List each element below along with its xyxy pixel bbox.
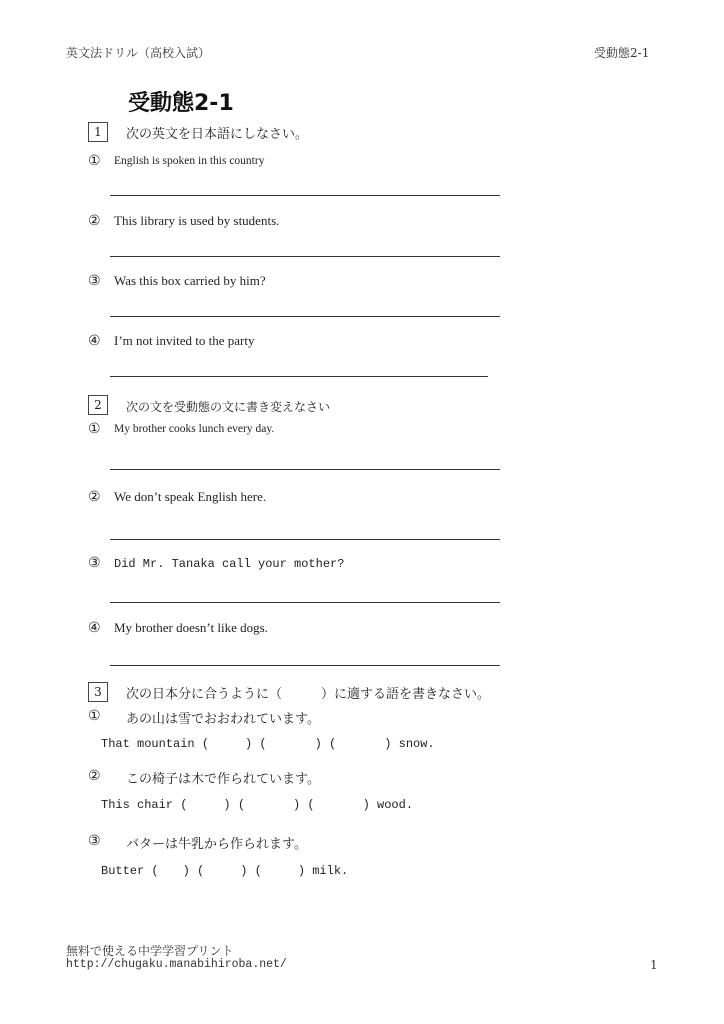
s1-q3-mark: ③ bbox=[88, 273, 101, 289]
s2-q4-answer-line[interactable] bbox=[110, 665, 500, 666]
s1-q4-answer-line[interactable] bbox=[110, 376, 488, 377]
s2-q3-mark: ③ bbox=[88, 555, 101, 571]
footer-site-name: 無料で使える中学学習プリント bbox=[66, 944, 234, 958]
section-2-number: 2 bbox=[88, 395, 108, 415]
header-left: 英文法ドリル（高校入試） bbox=[66, 46, 211, 60]
s2-q2-answer-line[interactable] bbox=[110, 539, 500, 540]
s3-q3-mark: ③ bbox=[88, 833, 101, 849]
s3-q2-mark: ② bbox=[88, 768, 101, 784]
section-3-number: 3 bbox=[88, 682, 108, 702]
section-1-number: 1 bbox=[88, 122, 108, 142]
s3-q3-japanese: バターは牛乳から作られます。 bbox=[126, 837, 307, 852]
s1-q3-answer-line[interactable] bbox=[110, 316, 500, 317]
s2-q3-text: Did Mr. Tanaka call your mother? bbox=[114, 557, 345, 571]
s2-q4-mark: ④ bbox=[88, 620, 101, 636]
s3-q1-english: That mountain ( ) ( ) ( ) snow. bbox=[101, 737, 435, 751]
s1-q2-text: This library is used by students. bbox=[114, 213, 280, 228]
s3-q1-japanese: あの山は雪でおおわれています。 bbox=[126, 712, 320, 727]
header-right: 受動態2-1 bbox=[594, 46, 650, 60]
s2-q3-answer-line[interactable] bbox=[110, 602, 500, 603]
s1-q3-text: Was this box carried by him? bbox=[114, 273, 266, 288]
s2-q2-text: We don’t speak English here. bbox=[114, 489, 267, 504]
s1-q1-mark: ① bbox=[88, 153, 101, 169]
s3-q3-english: Butter ( ) ( ) ( ) milk. bbox=[101, 864, 349, 878]
s1-q4-text: I’m not invited to the party bbox=[114, 333, 255, 348]
section-1-instruction: 次の英文を日本語にしなさい。 bbox=[126, 127, 309, 142]
s2-q1-answer-line[interactable] bbox=[110, 469, 500, 470]
s1-q1-text: English is spoken in this country bbox=[114, 155, 265, 167]
s2-q1-text: My brother cooks lunch every day. bbox=[114, 423, 275, 435]
s3-q2-english: This chair ( ) ( ) ( ) wood. bbox=[101, 798, 414, 812]
section-2-instruction: 次の文を受動態の文に書き変えなさい bbox=[126, 400, 331, 414]
s2-q4-text: My brother doesn’t like dogs. bbox=[114, 620, 268, 635]
page-number: 1 bbox=[650, 958, 658, 972]
s3-q1-mark: ① bbox=[88, 708, 101, 724]
s2-q2-mark: ② bbox=[88, 489, 101, 505]
section-3-instruction: 次の日本分に合うように（ ）に適する語を書きなさい。 bbox=[126, 687, 491, 702]
s1-q1-answer-line[interactable] bbox=[110, 195, 500, 196]
page-title: 受動態2-1 bbox=[128, 91, 234, 116]
s3-q2-japanese: この椅子は木で作られています。 bbox=[126, 772, 320, 787]
s1-q2-mark: ② bbox=[88, 213, 101, 229]
s2-q1-mark: ① bbox=[88, 421, 101, 437]
footer-url[interactable]: http://chugaku.manabihiroba.net/ bbox=[66, 958, 287, 971]
s1-q4-mark: ④ bbox=[88, 333, 101, 349]
s1-q2-answer-line[interactable] bbox=[110, 256, 500, 257]
